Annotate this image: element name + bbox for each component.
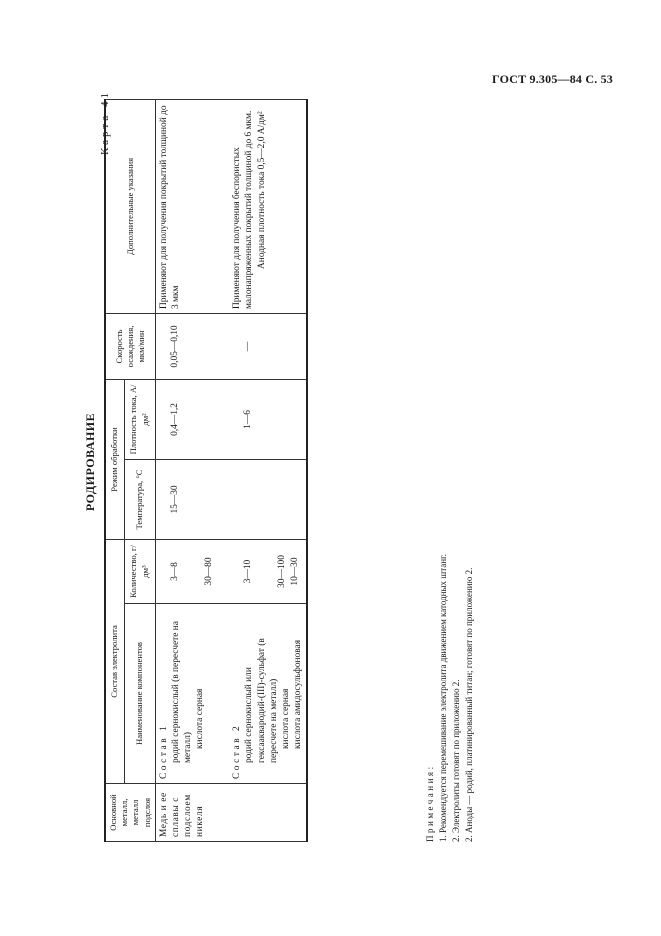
- deposition-rate-cell: [217, 313, 307, 379]
- temperature-cell: [217, 459, 307, 539]
- quantity-value: 30—80: [203, 557, 214, 586]
- notes-text: Анодная плотность тока 0,5—2,0 А/дм²: [256, 111, 267, 269]
- note-item: 2. Электролиты готовят по приложению 2.: [451, 679, 462, 842]
- temperature-cell: [155, 459, 217, 539]
- temperature-value: 15—30: [169, 485, 180, 514]
- col-current-density: Плотность тока, А/дм²: [124, 379, 155, 459]
- note-item: 2. Аноды — родий, платинированный титан; готовят по приложению 2.: [464, 567, 475, 842]
- table-row: [155, 99, 217, 841]
- card-title: РОДИРОВАНИЕ: [83, 412, 97, 512]
- notes-text: Применяют для получения беспористых малонапряженных покрытий толщиной до 6 мкм.: [232, 110, 255, 309]
- quantity-cell: [155, 539, 217, 603]
- col-mode-group: Режим обработки: [105, 379, 124, 539]
- col-deposition-rate: Скорость осаждения, мкм/мин: [105, 313, 155, 379]
- quantity-value: 30—100: [277, 555, 288, 588]
- component-name: кислота амидосульфоновая: [293, 639, 304, 749]
- card-label: Карта 41: [99, 90, 111, 156]
- notes-section: [424, 554, 476, 842]
- notes-text: Применяют для получения покрытий толщиной до 3 мкм: [158, 105, 181, 309]
- component-name: кислота серная: [281, 688, 291, 749]
- table-row: [217, 99, 307, 841]
- col-component-name: Наименование компонентов: [124, 604, 155, 784]
- notes-heading: Примечания:: [425, 764, 435, 842]
- quantity-value: 3—8: [169, 562, 180, 581]
- current-density-cell: [217, 379, 307, 459]
- note-item: 1. Рекомендуется перемешивание электролита движением катодных штанг.: [438, 554, 449, 842]
- component-name: родий сернокислый (в пересчете на металл): [170, 621, 194, 763]
- composition-label: Состав 1: [158, 723, 169, 779]
- base-metal-cell: Медь и ее сплавы с подслоем никеля: [155, 784, 217, 842]
- deposition-rate-value: 0,05—0,10: [169, 325, 180, 368]
- notes-cell: [217, 99, 307, 313]
- composition-label: Состав 2: [232, 723, 243, 779]
- components-cell: [217, 604, 307, 784]
- page-header: ГОСТ 9.305—84 С. 53: [492, 72, 613, 86]
- col-quantity: Количество, г/дм³: [124, 539, 155, 603]
- quantity-value: 10—30: [289, 557, 300, 586]
- deposition-rate-value: —: [243, 341, 254, 352]
- component-name: родий сернокислый или гексааквародий-(III)-сульфат (в пересчете на металл): [244, 638, 279, 763]
- current-density-value: 1—6: [243, 410, 254, 429]
- quantity-value: 3—10: [243, 559, 254, 584]
- rotated-card: [80, 82, 640, 842]
- current-density-value: 0,4—1,2: [169, 403, 180, 436]
- deposition-rate-cell: [155, 313, 217, 379]
- current-density-cell: [155, 379, 217, 459]
- component-name: кислота серная: [195, 688, 206, 749]
- col-base-metal: Основной металл, металл подслоя: [105, 784, 155, 842]
- notes-cell: [155, 99, 217, 313]
- electroplating-table: [104, 99, 308, 842]
- quantity-cell: [217, 539, 307, 603]
- base-metal-cell: [217, 784, 307, 842]
- col-notes: Дополнительные указания: [105, 99, 155, 313]
- col-temperature: Температура, °С: [124, 459, 155, 539]
- col-electrolyte-group: Состав электролита: [105, 539, 124, 783]
- components-cell: [155, 604, 217, 784]
